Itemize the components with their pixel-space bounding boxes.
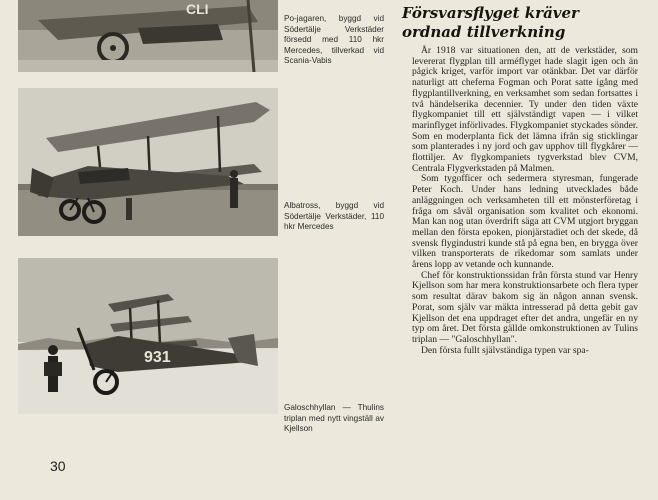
caption-po-jagaren: Po-jagaren, byggd vid Södertälje Verkstäder försedd med 110 hkr Mercedes, tillverkad vid Scania-Vabis (284, 14, 384, 66)
article-paragraph: År 1918 var situationen den, att de verkstäder, som levererat flygplan till arméflyget hade slagit igen och än pågick kriget, varför import var otänkbar. Det var därför naturligt att cheferna Fogman och Porat satte igång med flygplantillverkning, en verksamhet som sedan fortsattes i två händelserika decennier. Ty under den tiden växte flygkompaniet till ett självständigt vapen — i vilket marinflyget införlivades. Flygkompaniet styckades sönder. Som en moderplanta fick det lämna ifrån sig sticklingar som planterades i ny jord och gav upphov till flygkårer — flottiljer. Av flygkompaniets tygverkstad blev CVM, Centrala Flygverkstaden på Malmen. (412, 45, 638, 174)
article-body (412, 46, 638, 356)
photo-po-jagaren (18, 0, 278, 72)
article-headline: Försvarsflyget kräver ordnad tillverkning (402, 4, 579, 41)
svg-text:CLI: CLI (186, 1, 209, 17)
photo-albatross (18, 88, 278, 236)
caption-galoschhyllan: Galoschhyllan — Thulins triplan med nytt vingställ av Kjellson (284, 403, 384, 434)
photo-galoschhyllan (18, 258, 278, 414)
aircraft-tail-number: 931 (144, 349, 171, 366)
article-paragraph: Chef för konstruktionssidan från första stund var Henry Kjellson som har mera konstruktionsarbete och flera typer som resultat därav bakom sig än någon annan svensk. Porat, som själv var mäkta intresserad på detta gebit gav Kjellson det ena uppdraget efter det andra, ungefär en ny typ om året. Det första gällde omkonstruktionen av Tulins triplan — "Galoschhyllan". (412, 269, 638, 345)
article-paragraph: Den första fullt självständiga typen var spa- (421, 344, 589, 356)
caption-albatross: Albatross, byggd vid Södertälje Verkstäder, 110 hkr Mercedes (284, 201, 384, 232)
article-paragraph: Som tygofficer och sedermera styresman, fungerade Peter Koch. Under hans ledning utvecklades både anläggningen och verksamheten till ett mönsterföretag i fråga om såväl organisation som kvalitet och ekonomi. Man kan nog utan överdrift säga att CVM utgjort bryggan mellan den första epoken, pionjärstadiet och det skede, då svensk flygindustri kunde stå på egna ben, en brygga över vilken transporterats de rikedomar som samlats under årens lopp av vetande och kunnande. (412, 173, 638, 271)
page-number: 30 (50, 458, 66, 474)
